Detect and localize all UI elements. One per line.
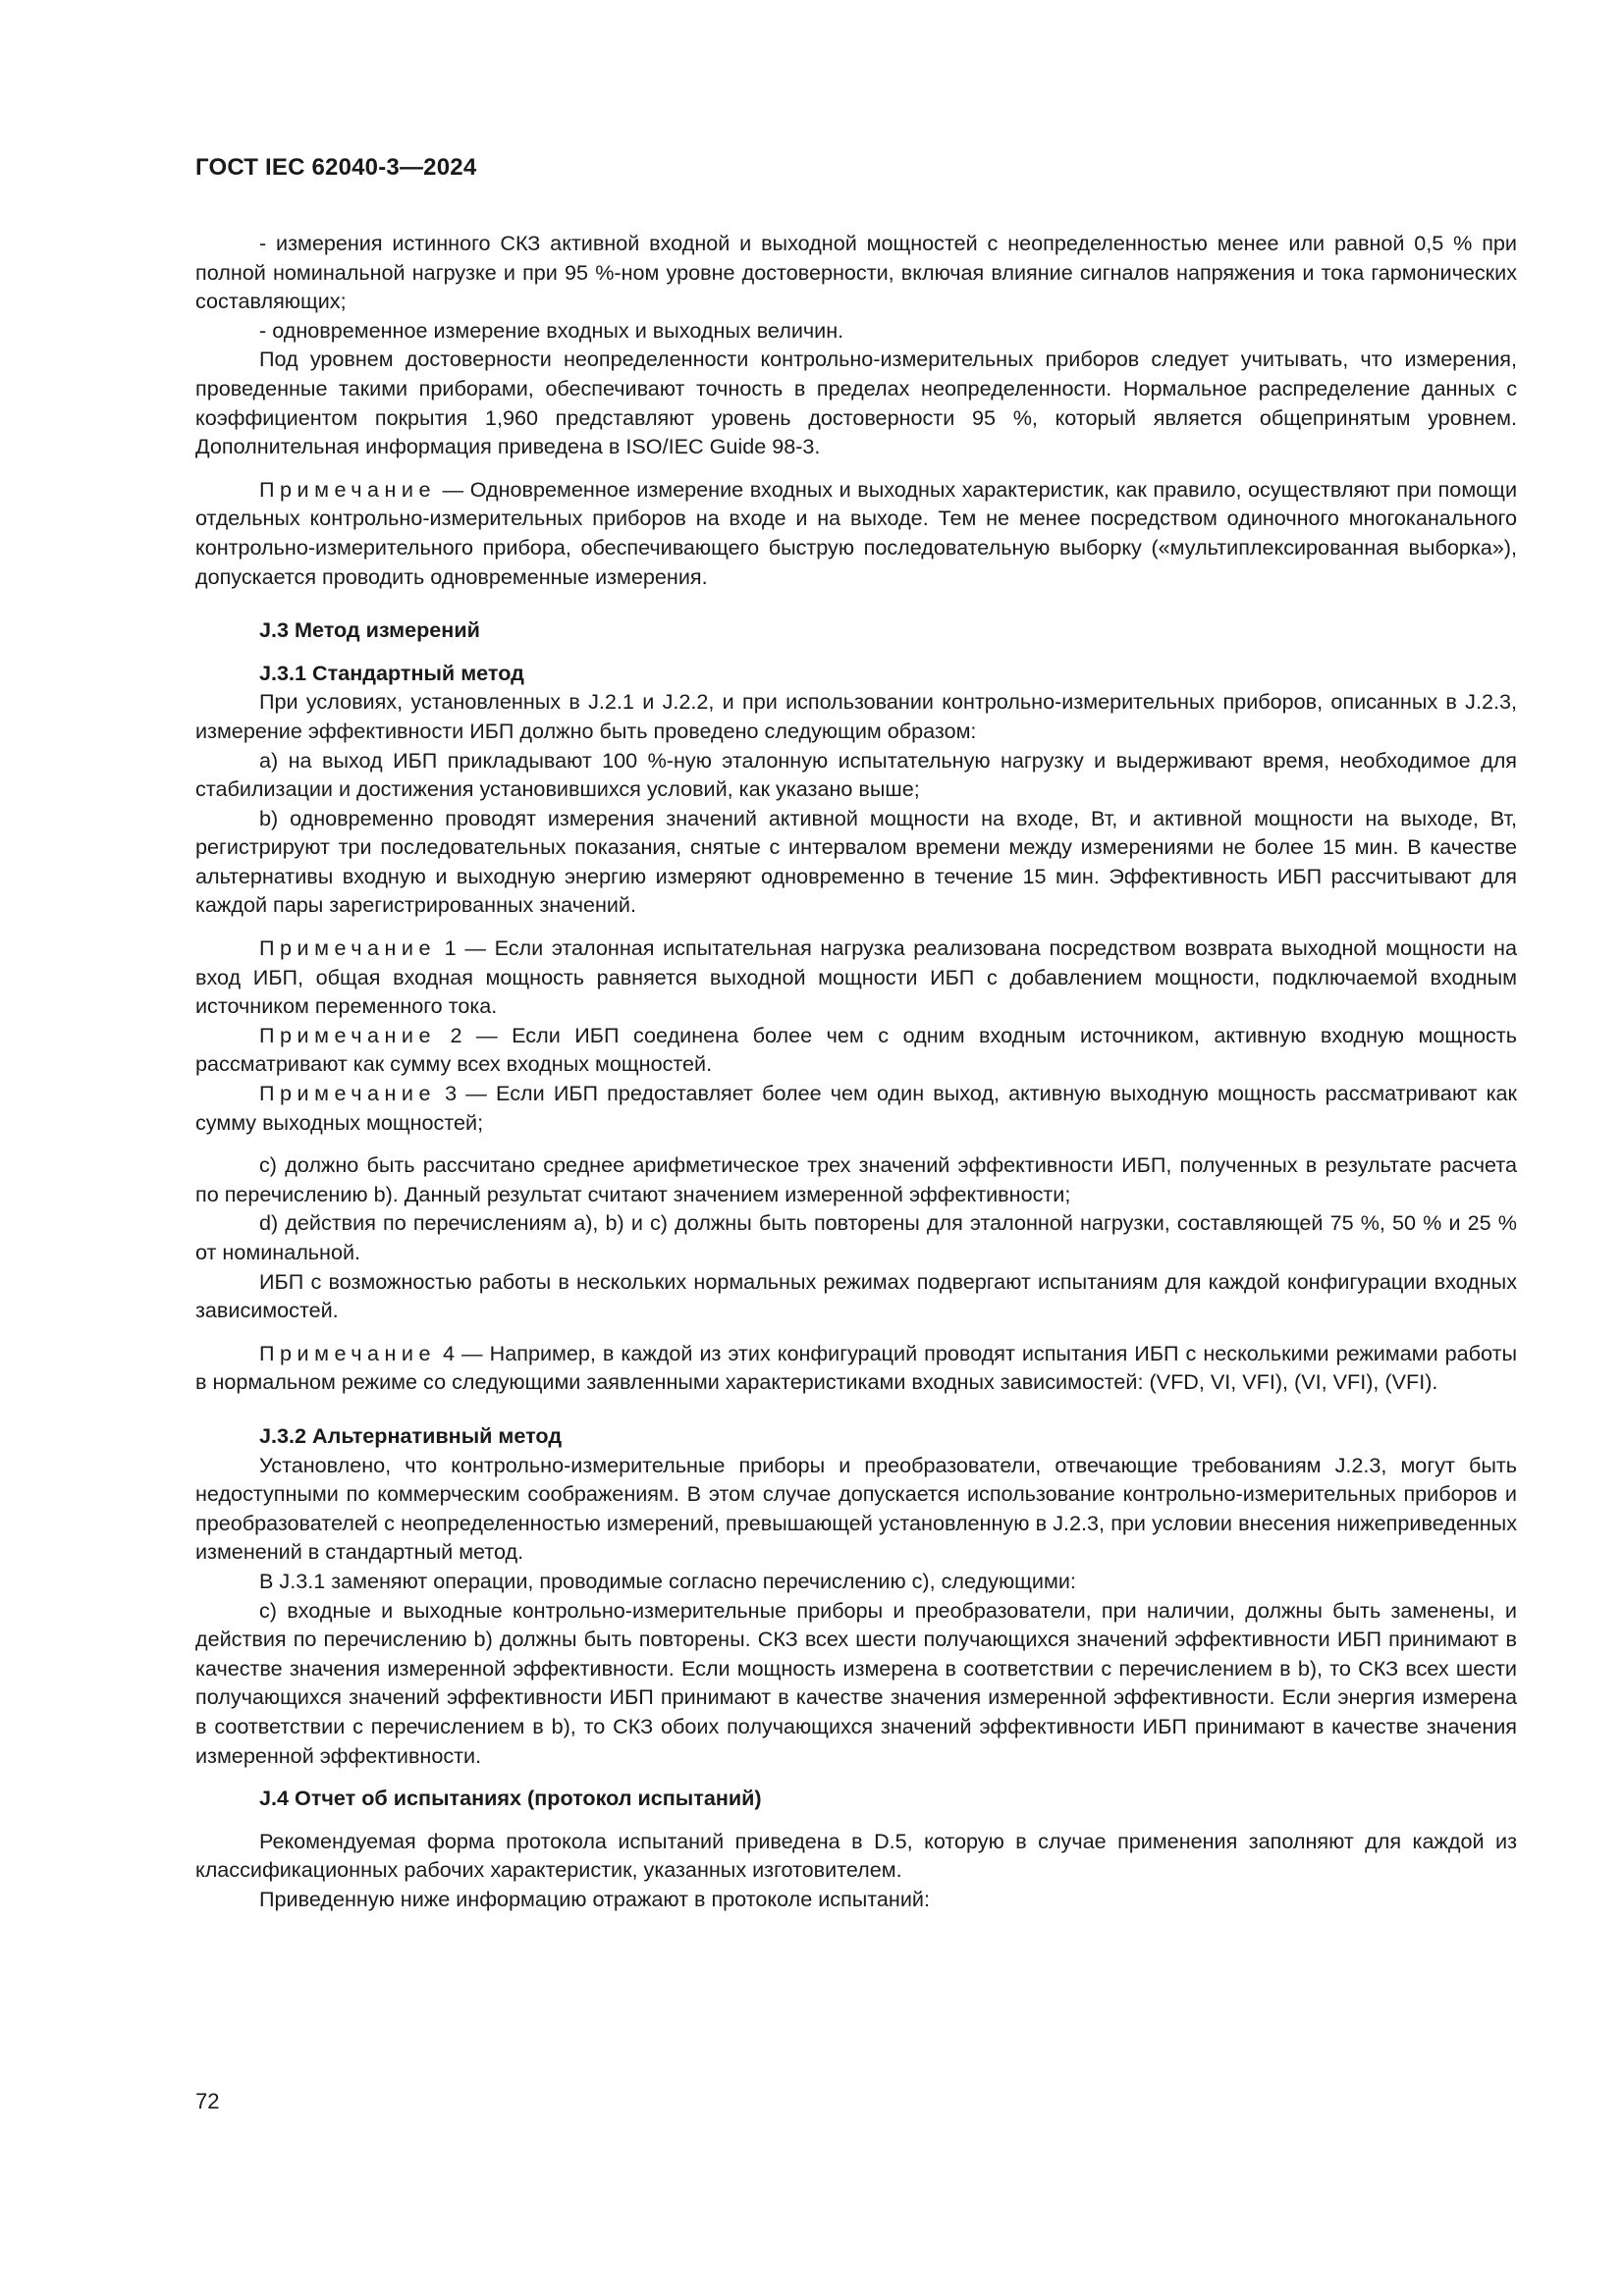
paragraph: - измерения истинного СКЗ активной входной и выходной мощностей с неопределенностью менее или равной 0,5 % при полной номинальной нагрузке и при 95 %-ном уровне достоверности, включая влияние сигналов напряжения и тока гармонических составляющих; [195,231,1517,314]
paragraph: Установлено, что контрольно-измерительные приборы и преобразователи, отвечающие требованиям J.2.3, могут быть недоступными по коммерческим соображениям. В этом случае допускается использование контрольно-измерительных приборов и преобразователей с неопределенностью измерений, превышающей установленную в J.2.3, при условии внесения нижеприведенных изменений в стандартный метод. [195,1452,1517,1565]
section-heading-j32: J.3.2 Альтернативный метод [259,1422,563,1448]
standard-header: ГОСТ IEC 62040-3—2024 [195,154,477,181]
note-label: Примечание [259,1081,436,1106]
note-text: — Одновременное измерение входных и выходных характеристик, как правило, осуществляют при помощи отдельных контрольно-измерительных приборов на входе и на выходе. Тем не менее посредством одиночного многоканального контрольно-измерительного прибора, обеспечивающего быструю последовательную выборку («мультиплексированная выборка»), допускается проводить одновременные измерения. [195,476,1517,589]
list-item: с) должно быть рассчитано среднее арифметическое трех значений эффективности ИБП, полученных в результате расчета по перечислению b). Данный результат считают значением измеренной эффективности; [195,1152,1517,1206]
note-text: 2 — Если ИБП соединена более чем с одним входным источником, активную входную мощность рассматривают как сумму всех входных мощностей. [195,1022,1517,1077]
note-text: 1 — Если эталонная испытательная нагрузка реализована посредством возврата выходной мощности на вход ИБП, общая входная мощность равняется выходной мощности ИБП с добавлением мощности, подключаемой входным источником переменного тока. [195,935,1517,1019]
paragraph: Рекомендуемая форма протокола испытаний приведена в D.5, которую в случае применения заполняют для каждой из классификационных рабочих характеристик, указанных изготовителем. [195,1828,1517,1883]
note-text: 3 — Если ИБП предоставляет более чем один выход, активную выходную мощность рассматривают как сумму выходных мощностей; [195,1081,1517,1135]
note-label: Примечание [259,935,436,961]
paragraph: При условиях, установленных в J.2.1 и J.2.2, и при использовании контрольно-измерительных приборов, описанных в J.2.3, измерение эффективности ИБП должно быть проведено следующим образом: [195,689,1517,743]
list-item: d) действия по перечислениям a), b) и с) должны быть повторены для эталонной нагрузки, составляющей 75 %, 50 % и 25 % от номинальной. [195,1210,1517,1264]
paragraph: Приведенную ниже информацию отражают в протоколе испытаний: [259,1886,930,1911]
page-number: 72 [195,2089,220,2113]
paragraph: Под уровнем достоверности неопределенности контрольно-измерительных приборов следует учитывать, что измерения, проведенные такими приборами, обеспечивают точность в пределах неопределенности. Нормальное распределение данных с коэффициентом покрытия 1,960 представляют уровень достоверности 95 %, который является общепринятым уровнем. Дополнительная информация приведена в ISO/IEC Guide 98-3. [195,347,1517,459]
note-paragraph [195,934,1517,1021]
section-heading-j3: J.3 Метод измерений [259,617,480,643]
note-label: Примечание [259,1022,436,1047]
section-heading-j4: J.4 Отчет об испытаниях (протокол испытаний) [259,1786,762,1811]
section-heading-j31: J.3.1 Стандартный метод [259,660,524,685]
note-paragraph [195,1079,1517,1137]
list-item: с) входные и выходные контрольно-измерительные приборы и преобразователи, при наличии, должны быть заменены, и действия по перечислению b) должны быть повторены. СКЗ всех шести получающихся значений эффективности ИБП принимают в качестве значения измеренной эффективности. Если мощность измерена в соответствии с перечислением в b), то СКЗ всех шести получающихся значений эффективности ИБП принимают в качестве значения измеренной эффективности. Если энергия измерена в соответствии с перечислением в b), то СКЗ обоих получающихся значений эффективности ИБП принимают в качестве значения измеренной эффективности. [195,1597,1517,1768]
paragraph: ИБП с возможностью работы в нескольких нормальных режимах подвергают испытаниям для каждой конфигурации входных зависимостей. [195,1268,1517,1323]
paragraph: В J.3.1 заменяют операции, проводимые согласно перечислению с), следующими: [259,1568,1076,1593]
list-item: а) на выход ИБП прикладывают 100 %-ную эталонную испытательную нагрузку и выдерживают время, необходимое для стабилизации и достижения установившихся условий, как указано выше; [195,747,1517,802]
note-label: Примечание [259,476,436,502]
note-paragraph [195,1021,1517,1079]
list-item: b) одновременно проводят измерения значений активной мощности на входе, Вт, и активной мощности на выходе, Вт, регистрируют три последовательных показания, снятые с интервалом времени между измерениями не более 15 мин. В качестве альтернативы входную и выходную энергию измеряют одновременно в течение 15 мин. Эффективность ИБП рассчитывают для каждой пары зарегистрированных значений. [195,805,1517,918]
note-paragraph [195,1339,1517,1397]
note-text: 4 — Например, в каждой из этих конфигураций проводят испытания ИБП с несколькими режимами работы в нормальном режиме со следующими заявленными характеристиками входных зависимостей: (VFD, VI, VFI), (VI, VFI), (VFI). [195,1340,1517,1395]
note-paragraph [195,475,1517,591]
paragraph: - одновременное измерение входных и выходных величин. [259,317,844,343]
document-body [195,229,1517,1913]
note-label: Примечание [259,1340,436,1365]
